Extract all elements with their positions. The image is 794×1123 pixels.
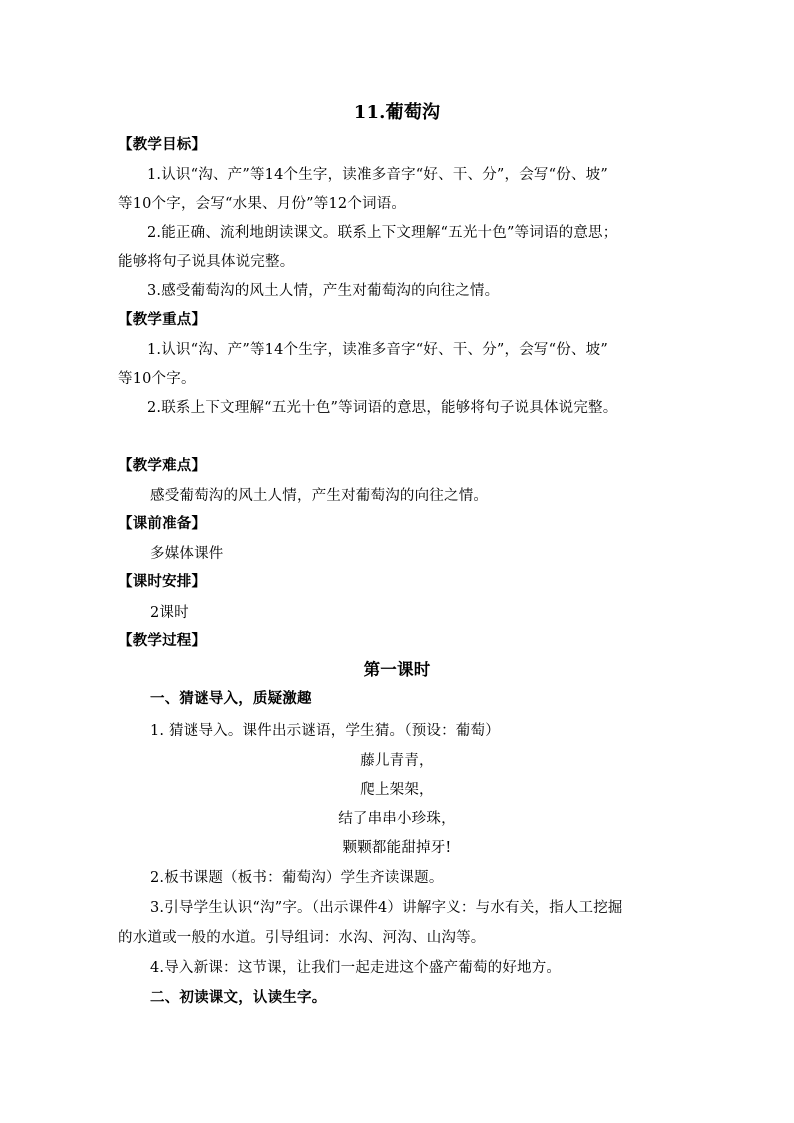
step-1-item-4: 4.导入新课：这节课，让我们一起走进这个盛产葡萄的好地方。 bbox=[150, 960, 562, 976]
key-point-item-1-line-2: 等10个字。 bbox=[118, 371, 196, 387]
objective-item-2-line-2: 能够将句子说具体说完整。 bbox=[118, 254, 295, 270]
step-1-heading: 一、猜谜导入，质疑激趣 bbox=[150, 691, 312, 707]
riddle-line-4: 颗颗都能甜掉牙! bbox=[342, 840, 452, 856]
key-point-item-2: 2.联系上下文理解“五光十色”等词语的意思，能够将句子说具体说完整。 bbox=[147, 400, 618, 416]
step-2-heading: 二、初读课文，认读生字。 bbox=[150, 990, 327, 1006]
step-1-item-2: 2.板书课题（板书：葡萄沟）学生齐读课题。 bbox=[150, 870, 444, 886]
key-point-item-1-line-1: 1.认识“沟、产”等14个生字，读准多音字“好、干、分”，会写“份、坡” bbox=[147, 342, 608, 358]
key-points-heading: 【教学重点】 bbox=[118, 312, 207, 328]
objective-item-2-line-1: 2.能正确、流利地朗读课文。联系上下文理解“五光十色”等词语的意思； bbox=[147, 225, 618, 241]
difficulties-text: 感受葡萄沟的风土人情，产生对葡萄沟的向往之情。 bbox=[150, 488, 489, 504]
schedule-heading: 【课时安排】 bbox=[118, 574, 207, 590]
schedule-text: 2课时 bbox=[150, 605, 189, 621]
riddle-line-3: 结了串串小珍珠， bbox=[338, 811, 456, 827]
objective-item-1-line-1: 1.认识“沟、产”等14个生字，读准多音字“好、干、分”，会写“份、坡” bbox=[147, 167, 608, 183]
difficulties-heading: 【教学难点】 bbox=[118, 458, 207, 474]
page-title: 11.葡萄沟 bbox=[353, 102, 441, 123]
step-1-item-3-line-2: 的水道或一般的水道。引导组词：水沟、河沟、山沟等。 bbox=[118, 930, 486, 946]
riddle-line-1: 藤儿青青， bbox=[360, 753, 434, 769]
lesson-title: 第一课时 bbox=[363, 660, 431, 679]
objective-item-3: 3.感受葡萄沟的风土人情，产生对葡萄沟的向往之情。 bbox=[147, 283, 500, 299]
riddle-line-2: 爬上架架， bbox=[360, 782, 434, 798]
preparation-heading: 【课前准备】 bbox=[118, 516, 207, 532]
step-1-item-1: 1. 猜谜导入。课件出示谜语，学生猜。（预设：葡萄） bbox=[150, 723, 500, 739]
preparation-text: 多媒体课件 bbox=[150, 546, 224, 562]
objective-item-1-line-2: 等10个字，会写“水果、月份”等12个词语。 bbox=[118, 196, 407, 212]
process-heading: 【教学过程】 bbox=[118, 633, 207, 649]
objectives-heading: 【教学目标】 bbox=[118, 137, 207, 153]
step-1-item-3-line-1: 3.引导学生认识“沟”字。（出示课件4）讲解字义：与水有关，指人工挖掘 bbox=[150, 900, 623, 916]
